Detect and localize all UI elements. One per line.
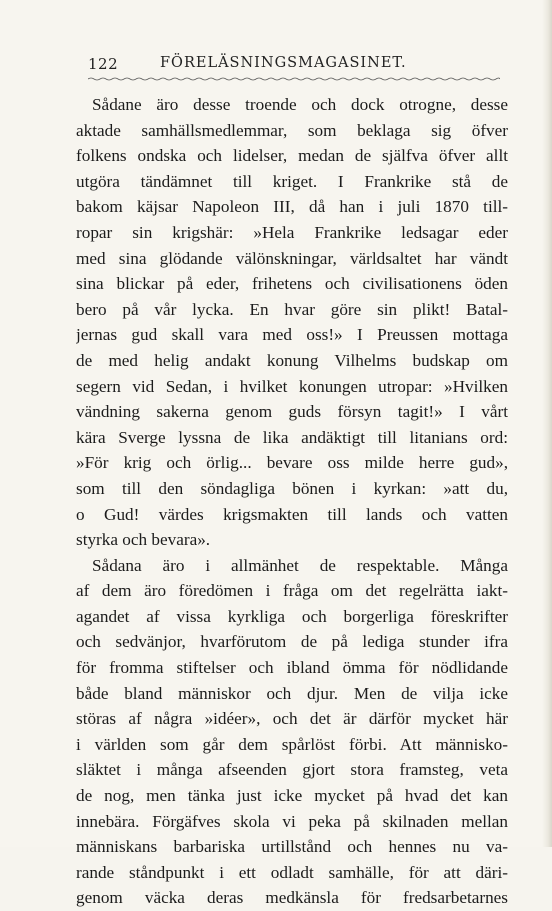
text-line: Sådana äro i allmänhet de respektable. Många xyxy=(92,555,508,575)
text-line: med sina glödande välönskningar, världsaltet har vändt xyxy=(76,248,508,268)
text-line: styrka och bevara». xyxy=(76,530,211,550)
text-line: kära Sverge lyssna de lika andäktigt till litanians ord: xyxy=(76,427,508,447)
text-line: människans barbariska urtillstånd och hennes nu va- xyxy=(76,837,508,857)
text-line: både bland människor och djur. Men de vilja icke xyxy=(76,683,508,703)
text-line: släktet i många afseenden gjort stora framsteg, veta xyxy=(76,760,508,780)
text-line: i världen som går dem spårlöst förbi. Att människo- xyxy=(76,734,508,754)
text-line: vändning sakerna genom guds försyn tagit!» I vårt xyxy=(76,402,508,422)
text-line: genom väcka deras medkänsla för fredsarbetarnes xyxy=(76,888,508,908)
text-line: Sådane äro desse troende och dock otrogne, desse xyxy=(92,95,508,114)
text-line: de nog, men tänka just icke mycket på hvad det kan xyxy=(76,786,508,806)
text-line: för fromma stiftelser och ibland ömma för nödlidande xyxy=(76,658,508,678)
text-line: som till den söndagliga bönen i kyrkan: »att du, xyxy=(76,478,508,498)
text-line: folkens ondska och lidelser, medan de själfva öfver allt xyxy=(76,146,508,166)
running-title: FÖRELÄSNINGSMAGASINET. xyxy=(160,55,407,71)
body-text xyxy=(76,92,508,911)
text-line: segern vid Sedan, i hvilket konungen utropar: »Hvilken xyxy=(76,376,508,396)
text-line: bero på vår lycka. En hvar göre sin plikt! Batal- xyxy=(76,299,508,319)
page-header xyxy=(88,55,528,79)
text-line: jernas gud skall vara med oss!» I Preussen mottaga xyxy=(76,325,508,345)
text-line: störas af några »idéer», och det är därför mycket här xyxy=(76,709,508,729)
page-edge-shadow xyxy=(542,0,552,847)
text-line: rande ståndpunkt i ett odladt samhälle, för att däri- xyxy=(76,862,508,882)
page-number: 122 xyxy=(88,55,119,73)
text-line: aktade samhällsmedlemmar, som beklaga sig öfver xyxy=(76,120,508,140)
text-line: af dem äro föredömen i fråga om det regelrätta iakt- xyxy=(76,581,508,601)
text-line: innebära. Förgäfves skola vi peka på skilnaden mellan xyxy=(76,811,508,831)
text-line: de med helig andakt konung Vilhelms budskap om xyxy=(76,350,508,370)
text-line: utgöra tändämnet till kriget. I Frankrike stå de xyxy=(76,171,508,191)
text-line: ropar sin krigshär: »Hela Frankrike ledsagar eder xyxy=(76,222,508,242)
header-rule xyxy=(88,77,500,81)
text-line: sina blickar på eder, frihetens och civilisationens öden xyxy=(76,274,508,294)
text-line: agandet af vissa kyrkliga och borgerliga föreskrifter xyxy=(76,606,508,626)
text-line: o Gud! värdes krigsmakten till lands och vatten xyxy=(76,504,508,524)
text-line: »För krig och örlig... bevare oss milde herre gud», xyxy=(76,453,508,473)
text-line: och sedvänjor, hvarförutom de på lediga stunder ifra xyxy=(76,632,508,652)
text-line: bakom käjsar Napoleon III, då han i juli 1870 till- xyxy=(76,197,508,217)
